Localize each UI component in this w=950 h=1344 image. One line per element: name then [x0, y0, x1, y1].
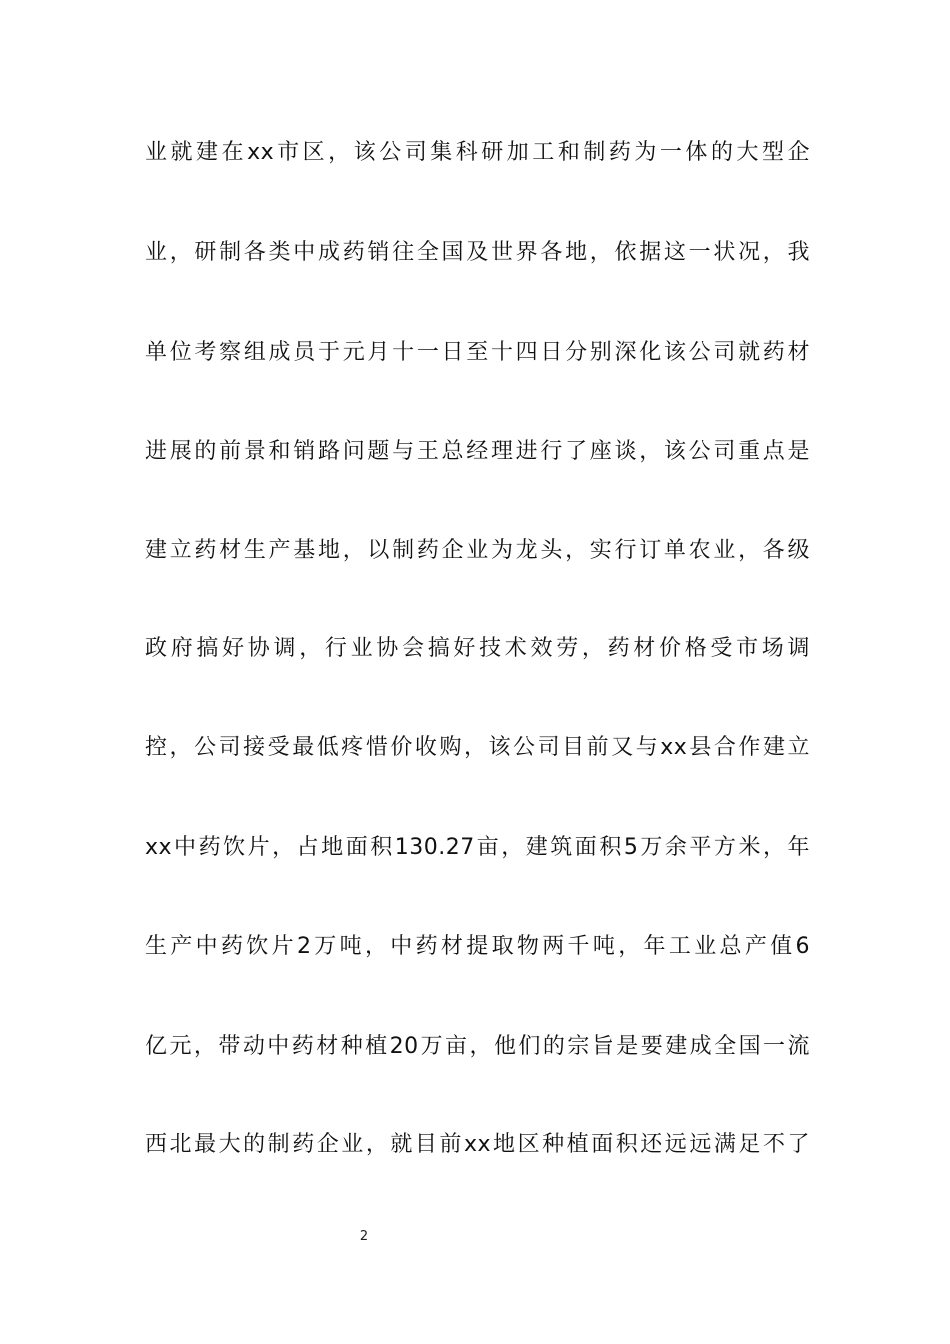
body-text-line-2: 业，研制各类中成药销往全国及世界各地，依据这一状况，我 — [145, 240, 810, 265]
page-number: 2 — [359, 1229, 369, 1244]
body-text-line-1: 业就建在xx市区，该公司集科研加工和制药为一体的大型企 — [145, 140, 810, 165]
body-text-line-9: 生产中药饮片2万吨，中药材提取物两千吨，年工业总产值6 — [145, 934, 810, 959]
body-text-line-5: 建立药材生产基地，以制药企业为龙头，实行订单农业，各级 — [145, 538, 810, 563]
body-text-line-7: 控，公司接受最低疼惜价收购，该公司目前又与xx县合作建立 — [145, 735, 810, 760]
body-text-line-3: 单位考察组成员于元月十一日至十四日分别深化该公司就药材 — [145, 340, 810, 365]
body-text-line-4: 进展的前景和销路问题与王总经理进行了座谈，该公司重点是 — [145, 439, 810, 464]
body-text-line-10: 亿元，带动中药材种植20万亩，他们的宗旨是要建成全国一流 — [145, 1034, 810, 1059]
body-text-line-8: xx中药饮片，占地面积130.27亩，建筑面积5万余平方米，年 — [145, 835, 810, 860]
body-text-line-11: 西北最大的制药企业，就目前xx地区种植面积还远远满足不了 — [145, 1132, 810, 1157]
body-text-line-6: 政府搞好协调，行业协会搞好技术效劳，药材价格受市场调 — [145, 636, 810, 661]
